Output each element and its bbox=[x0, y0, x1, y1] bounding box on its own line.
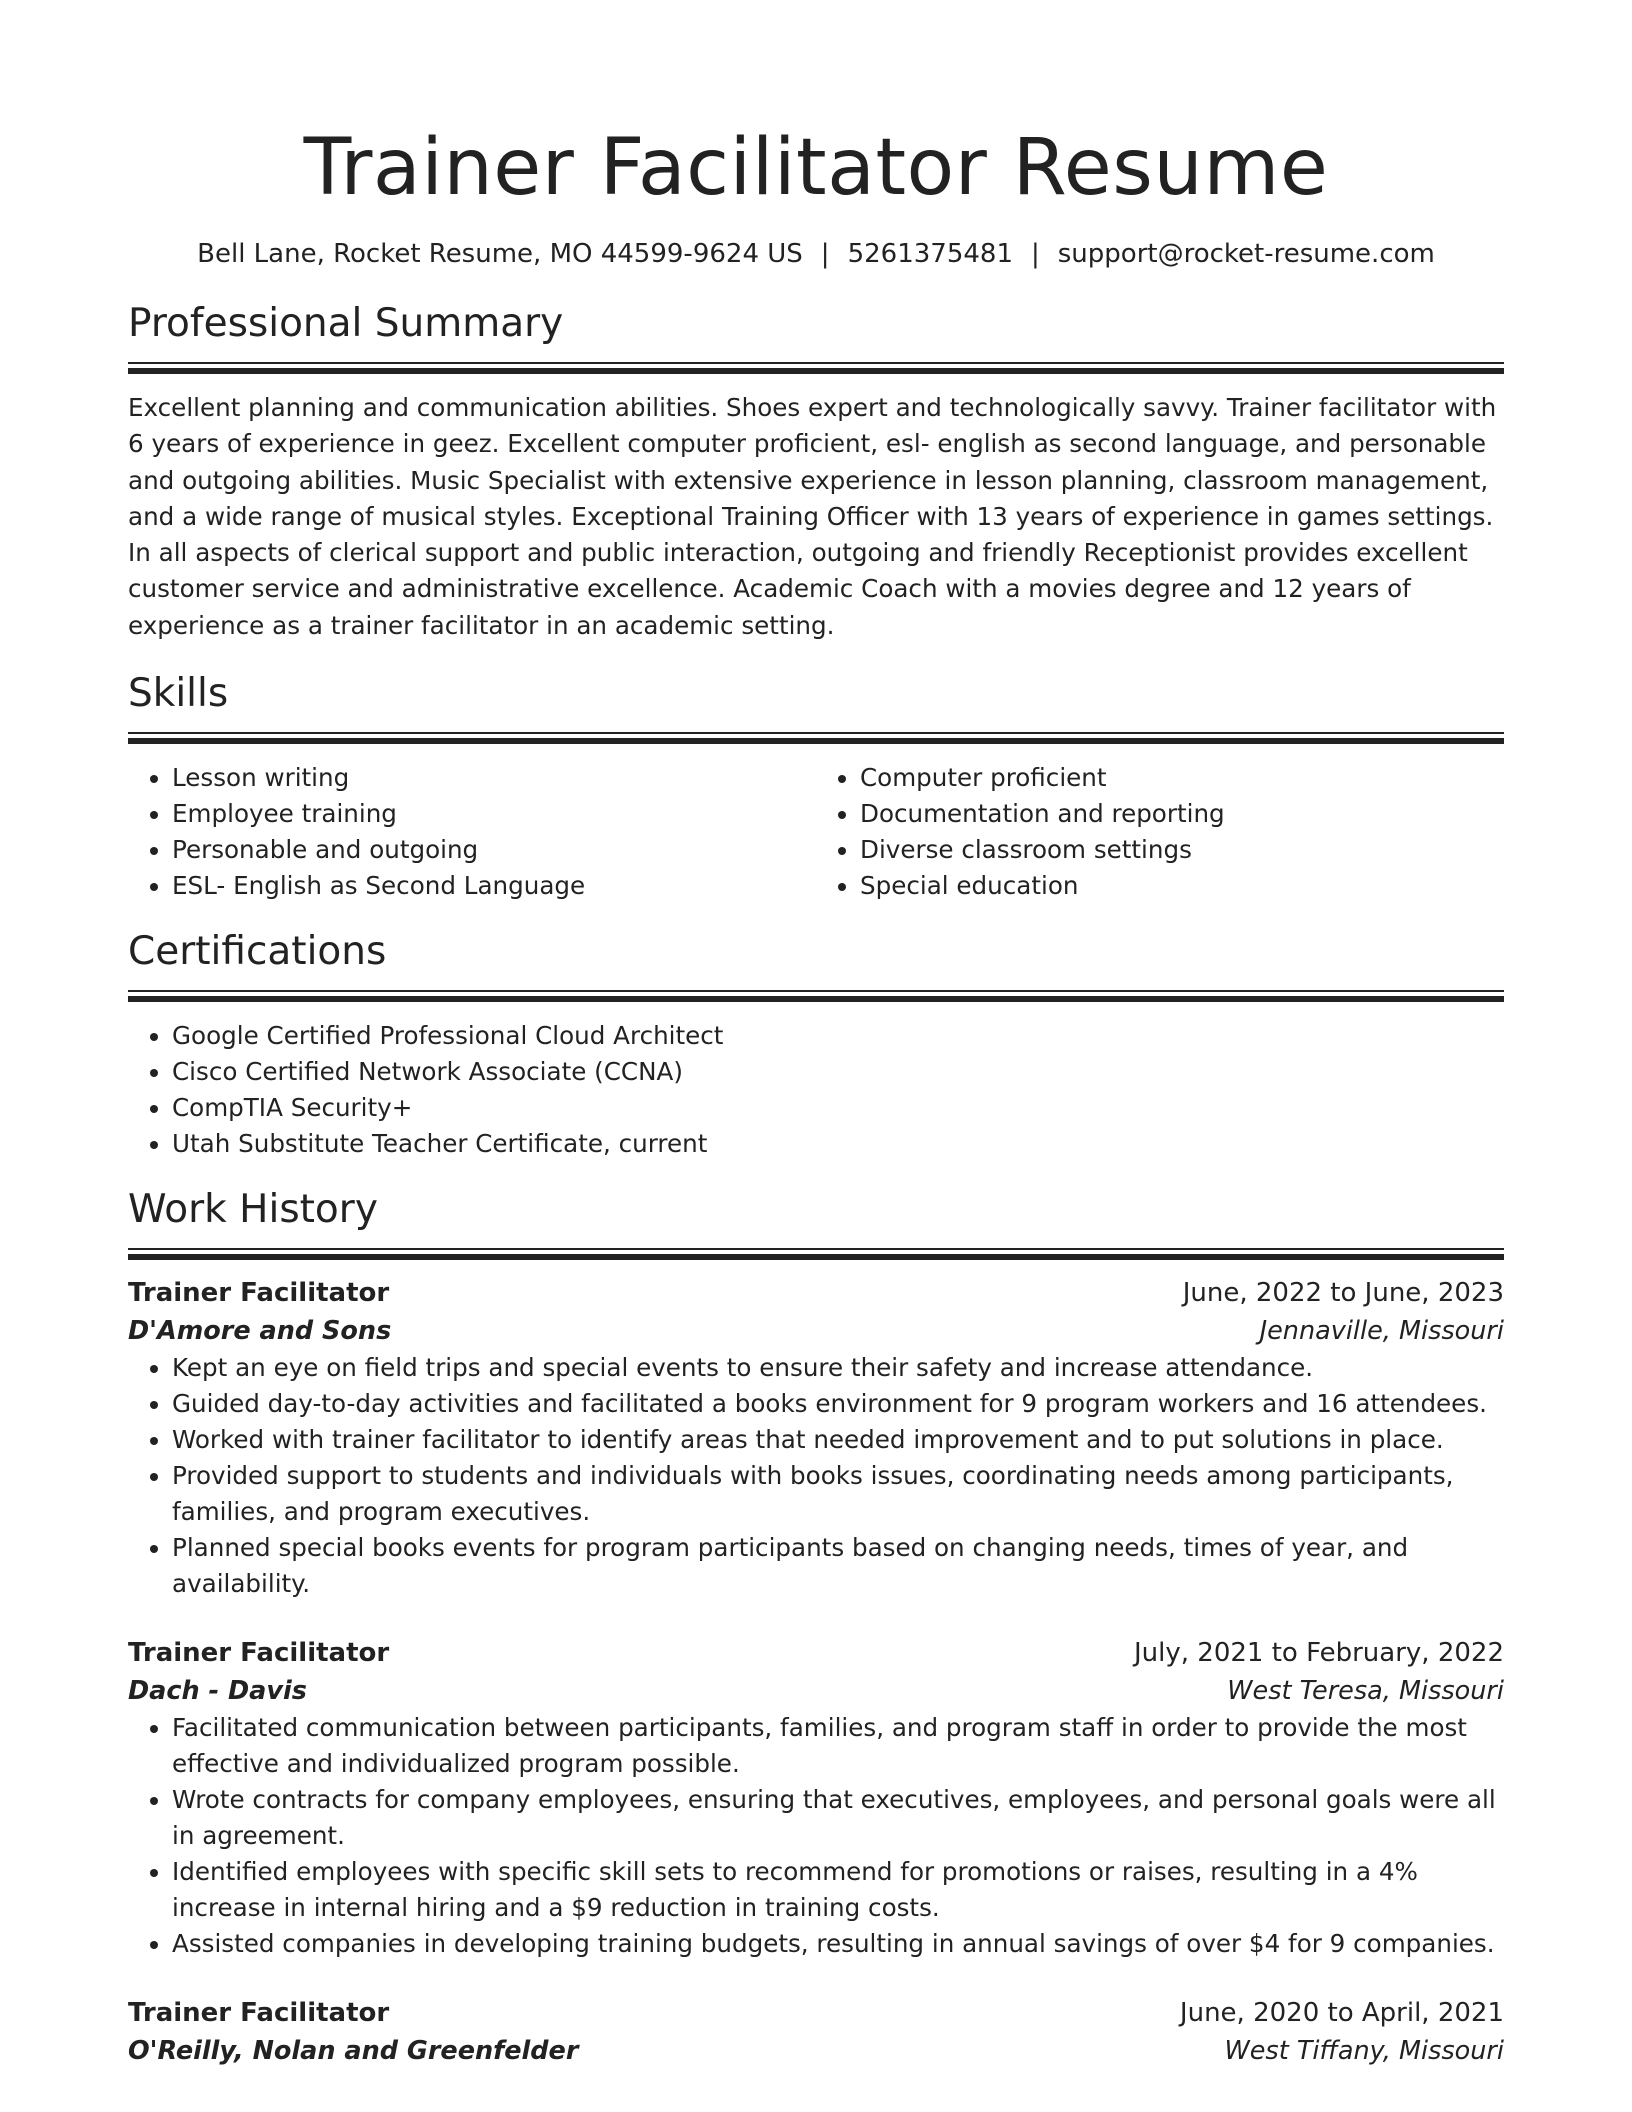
job-entry bbox=[128, 1634, 1504, 1962]
job-duty-item: • Facilitated communication between participants, families, and program staff in order to provide the most effective and individualized program possible. bbox=[172, 1710, 1504, 1782]
skill-item: • Computer proficient bbox=[860, 760, 1504, 796]
job-company: O'Reilly, Nolan and Greenfelder bbox=[128, 2036, 579, 2067]
summary-heading: Professional Summary bbox=[128, 301, 564, 346]
job-title: Trainer Facilitator bbox=[128, 1638, 390, 1669]
skills-heading: Skills bbox=[128, 671, 229, 717]
skills-grid bbox=[128, 760, 1504, 904]
job-company: Dach - Davis bbox=[128, 1676, 307, 1707]
job-subheader bbox=[128, 1312, 1504, 1350]
skills-column-right bbox=[816, 760, 1504, 904]
certification-item: • Google Certified Professional Cloud Architect bbox=[172, 1018, 1504, 1054]
job-duty-item: • Planned special books events for program participants based on changing needs, times of year, and availability. bbox=[172, 1530, 1504, 1602]
job-dates: June, 2020 to April, 2021 bbox=[1179, 1998, 1504, 2029]
certification-item: • Utah Substitute Teacher Certificate, current bbox=[172, 1126, 1504, 1162]
contact-line bbox=[128, 238, 1504, 270]
certifications-heading: Certifications bbox=[128, 929, 387, 975]
job-dates: June, 2022 to June, 2023 bbox=[1182, 1278, 1504, 1309]
summary-section bbox=[128, 300, 1504, 644]
skill-item: • Documentation and reporting bbox=[860, 796, 1504, 832]
job-company: D'Amore and Sons bbox=[128, 1316, 392, 1347]
job-duty-item: • Wrote contracts for company employees, ensuring that executives, employees, and personal goals were all in agreement. bbox=[172, 1782, 1504, 1854]
contact-separator: | bbox=[1030, 239, 1040, 269]
certifications-list bbox=[128, 1018, 1504, 1162]
skill-item: • Employee training bbox=[172, 796, 816, 832]
summary-text: Excellent planning and communication abilities. Shoes expert and technologically savvy. Trainer facilitator with 6 years of experience in geez. Excellent computer proficient, esl- english as second language, and personable and outgoing abilities. Music Specialist with extensive experience in lesson planning, classroom management, and a wide range of musical styles. Exceptional Training Officer with 13 years of experience in games settings. In all aspects of clerical support and public interaction, outgoing and friendly Receptionist provides excellent customer service and administrative excellence. Academic Coach with a movies degree and 12 years of experience as a trainer facilitator in an academic setting. bbox=[128, 393, 1497, 640]
section-divider bbox=[128, 1248, 1504, 1260]
job-location: West Teresa, Missouri bbox=[1227, 1676, 1504, 1707]
job-entry bbox=[128, 1274, 1504, 1602]
job-header bbox=[128, 1634, 1504, 1672]
skill-item: • ESL- English as Second Language bbox=[172, 868, 816, 904]
job-dates: July, 2021 to February, 2022 bbox=[1134, 1638, 1504, 1669]
job-duties-list bbox=[128, 1350, 1504, 1602]
work-history-section bbox=[128, 1186, 1504, 2070]
job-title: Trainer Facilitator bbox=[128, 1998, 390, 2029]
job-duty-item: • Provided support to students and individuals with books issues, coordinating needs among participants, families, and program executives. bbox=[172, 1458, 1504, 1530]
job-header bbox=[128, 1274, 1504, 1312]
job-duty-item: • Assisted companies in developing training budgets, resulting in annual savings of over $4 for 9 companies. bbox=[172, 1926, 1504, 1962]
contact-phone: 5261375481 bbox=[847, 239, 1013, 269]
certifications-section bbox=[128, 928, 1504, 1162]
job-duty-item: • Guided day-to-day activities and facilitated a books environment for 9 program workers and 16 attendees. bbox=[172, 1386, 1504, 1422]
job-subheader bbox=[128, 2032, 1504, 2070]
section-divider bbox=[128, 732, 1504, 744]
job-duties-list bbox=[128, 1710, 1504, 1962]
skills-section bbox=[128, 670, 1504, 904]
certification-item: • Cisco Certified Network Associate (CCNA) bbox=[172, 1054, 1504, 1090]
work-history-heading: Work History bbox=[128, 1187, 378, 1233]
job-duty-item: • Identified employees with specific skill sets to recommend for promotions or raises, resulting in a 4% increase in internal hiring and a $9 reduction in training costs. bbox=[172, 1854, 1504, 1926]
job-entry bbox=[128, 1994, 1504, 2070]
job-header bbox=[128, 1994, 1504, 2032]
job-duty-item: • Worked with trainer facilitator to identify areas that needed improvement and to put solutions in place. bbox=[172, 1422, 1504, 1458]
skill-item: • Special education bbox=[860, 868, 1504, 904]
skills-list-left bbox=[128, 760, 816, 904]
contact-email: support@rocket-resume.com bbox=[1057, 239, 1435, 269]
certification-item: • CompTIA Security+ bbox=[172, 1090, 1504, 1126]
skill-item: • Lesson writing bbox=[172, 760, 816, 796]
job-location: Jennaville, Missouri bbox=[1259, 1316, 1504, 1347]
skill-item: • Diverse classroom settings bbox=[860, 832, 1504, 868]
contact-separator: | bbox=[820, 239, 830, 269]
section-divider bbox=[128, 362, 1504, 374]
skill-item: • Personable and outgoing bbox=[172, 832, 816, 868]
resume-title: Trainer Facilitator Resume bbox=[303, 123, 1329, 213]
skills-column-left bbox=[128, 760, 816, 904]
contact-address: Bell Lane, Rocket Resume, MO 44599-9624 US bbox=[197, 239, 803, 269]
section-divider bbox=[128, 990, 1504, 1002]
job-title: Trainer Facilitator bbox=[128, 1278, 390, 1309]
job-duty-item: • Kept an eye on field trips and special events to ensure their safety and increase attendance. bbox=[172, 1350, 1504, 1386]
job-location: West Tiffany, Missouri bbox=[1224, 2036, 1504, 2067]
job-subheader bbox=[128, 1672, 1504, 1710]
skills-list-right bbox=[816, 760, 1504, 904]
